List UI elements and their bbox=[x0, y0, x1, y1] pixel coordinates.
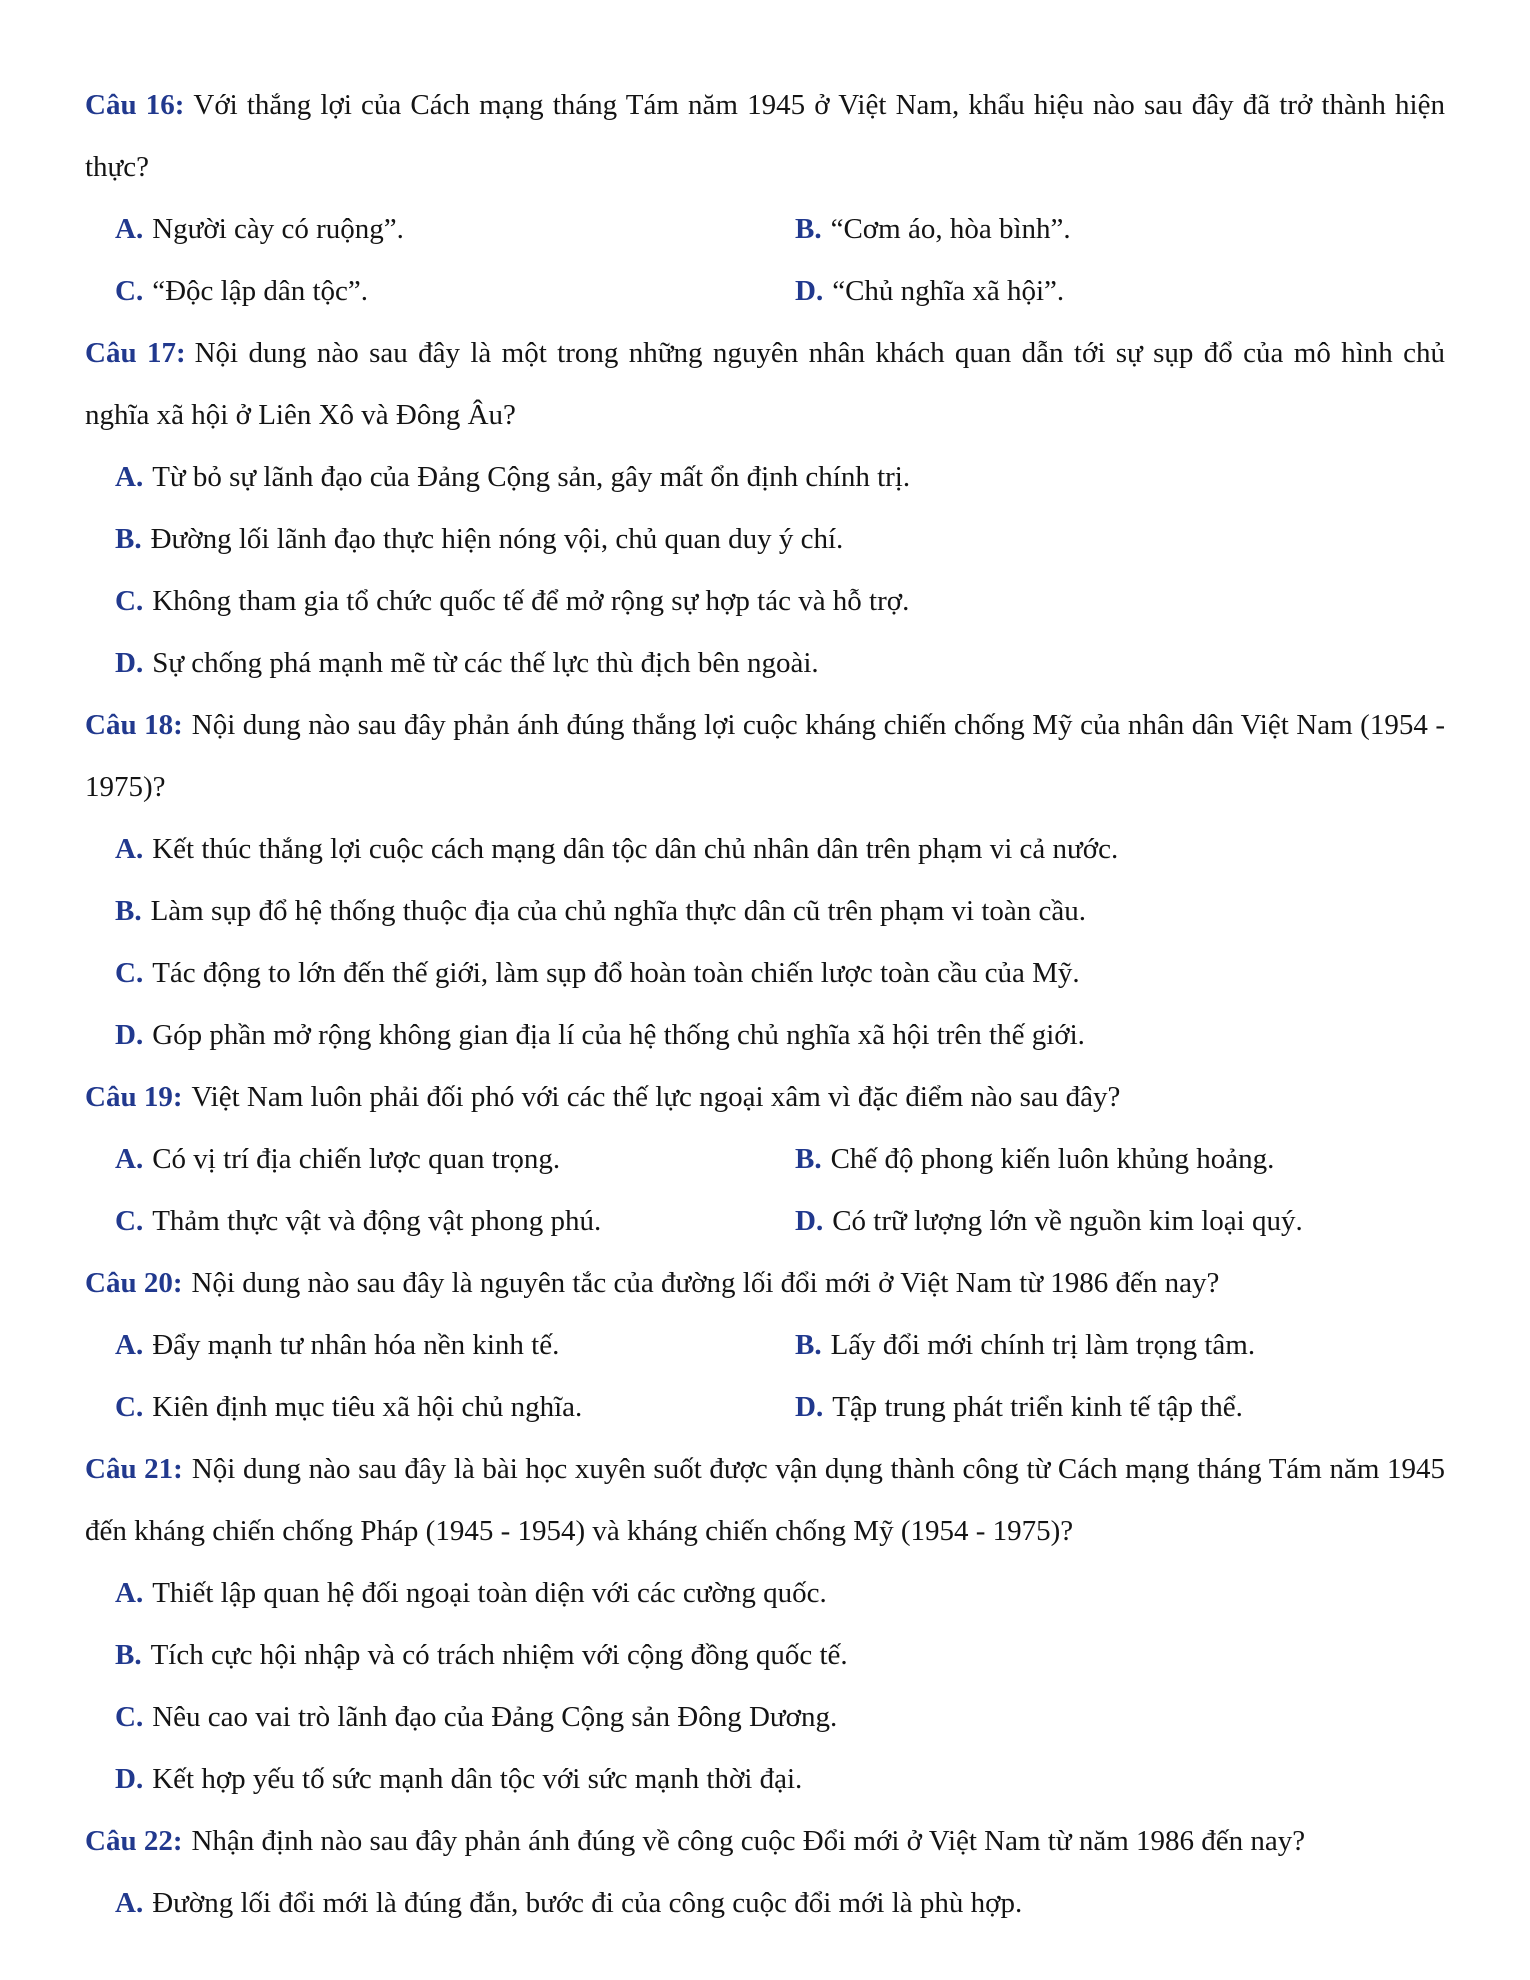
question-21-option-b bbox=[85, 1624, 1445, 1686]
question-18-option-d bbox=[85, 1004, 1445, 1066]
question-19 bbox=[85, 1066, 1445, 1252]
option-text: Kết thúc thắng lợi cuộc cách mạng dân tộc dân chủ nhân dân trên phạm vi cả nước. bbox=[152, 833, 1119, 865]
option-text: Chế độ phong kiến luôn khủng hoảng. bbox=[830, 1143, 1275, 1175]
question-16-option-d bbox=[765, 260, 1445, 322]
question-21-options bbox=[85, 1562, 1445, 1810]
question-21-option-d bbox=[85, 1748, 1445, 1810]
question-16 bbox=[85, 74, 1445, 322]
question-16-text bbox=[85, 74, 1445, 198]
option-text: Thiết lập quan hệ đối ngoại toàn diện với các cường quốc. bbox=[152, 1577, 827, 1609]
question-17-option-a bbox=[85, 446, 1445, 508]
question-20-option-d bbox=[765, 1376, 1445, 1438]
question-17-options bbox=[85, 446, 1445, 694]
question-21-label: Câu 21: bbox=[85, 1453, 183, 1485]
question-22-label: Câu 22: bbox=[85, 1825, 183, 1857]
option-text: Làm sụp đổ hệ thống thuộc địa của chủ nghĩa thực dân cũ trên phạm vi toàn cầu. bbox=[150, 895, 1086, 927]
question-18 bbox=[85, 694, 1445, 1066]
option-letter: D. bbox=[115, 647, 144, 679]
option-text: Người cày có ruộng”. bbox=[152, 213, 404, 245]
option-letter: B. bbox=[115, 523, 142, 555]
question-16-options bbox=[85, 198, 1445, 322]
question-16-option-c bbox=[85, 260, 765, 322]
option-text: Sự chống phá mạnh mẽ từ các thế lực thù địch bên ngoài. bbox=[152, 647, 819, 679]
option-text: Tác động to lớn đến thế giới, làm sụp đổ hoàn toàn chiến lược toàn cầu của Mỹ. bbox=[152, 957, 1080, 989]
question-22-text bbox=[85, 1810, 1445, 1872]
option-letter: C. bbox=[115, 1205, 144, 1237]
question-22 bbox=[85, 1810, 1445, 1934]
option-letter: D. bbox=[115, 1763, 144, 1795]
option-letter: D. bbox=[795, 275, 824, 307]
question-20-body: Nội dung nào sau đây là nguyên tắc của đường lối đổi mới ở Việt Nam từ 1986 đến nay? bbox=[191, 1267, 1220, 1299]
question-17-label: Câu 17: bbox=[85, 337, 186, 369]
option-letter: D. bbox=[115, 1019, 144, 1051]
question-19-text bbox=[85, 1066, 1445, 1128]
question-20-options bbox=[85, 1314, 1445, 1438]
option-letter: A. bbox=[115, 213, 144, 245]
option-text: Có trữ lượng lớn về nguồn kim loại quý. bbox=[832, 1205, 1303, 1237]
question-21-text bbox=[85, 1438, 1445, 1562]
option-letter: B. bbox=[795, 1329, 822, 1361]
option-letter: D. bbox=[795, 1205, 824, 1237]
option-text: “Cơm áo, hòa bình”. bbox=[830, 213, 1071, 245]
option-text: Thảm thực vật và động vật phong phú. bbox=[152, 1205, 602, 1237]
option-text: Đẩy mạnh tư nhân hóa nền kinh tế. bbox=[152, 1329, 560, 1361]
option-letter: A. bbox=[115, 1577, 144, 1609]
option-letter: B. bbox=[795, 1143, 822, 1175]
question-22-options bbox=[85, 1872, 1445, 1934]
question-19-option-b bbox=[765, 1128, 1445, 1190]
option-letter: A. bbox=[115, 1143, 144, 1175]
question-20 bbox=[85, 1252, 1445, 1438]
option-letter: C. bbox=[115, 1701, 144, 1733]
question-16-option-a bbox=[85, 198, 765, 260]
question-21 bbox=[85, 1438, 1445, 1810]
question-20-label: Câu 20: bbox=[85, 1267, 183, 1299]
option-letter: C. bbox=[115, 275, 144, 307]
option-text: Đường lối lãnh đạo thực hiện nóng vội, chủ quan duy ý chí. bbox=[150, 523, 844, 555]
question-18-options bbox=[85, 818, 1445, 1066]
question-19-options bbox=[85, 1128, 1445, 1252]
option-text: Từ bỏ sự lãnh đạo của Đảng Cộng sản, gây mất ổn định chính trị. bbox=[152, 461, 911, 493]
question-22-body: Nhận định nào sau đây phản ánh đúng về công cuộc Đổi mới ở Việt Nam từ năm 1986 đến nay? bbox=[191, 1825, 1306, 1857]
option-text: Tập trung phát triển kinh tế tập thể. bbox=[832, 1391, 1243, 1423]
option-text: Kết hợp yếu tố sức mạnh dân tộc với sức mạnh thời đại. bbox=[152, 1763, 803, 1795]
option-letter: B. bbox=[115, 895, 142, 927]
option-text: Góp phần mở rộng không gian địa lí của hệ thống chủ nghĩa xã hội trên thế giới. bbox=[152, 1019, 1085, 1051]
option-text: Đường lối đổi mới là đúng đắn, bước đi của công cuộc đổi mới là phù hợp. bbox=[152, 1887, 1023, 1919]
option-letter: C. bbox=[115, 1391, 144, 1423]
question-17-option-d bbox=[85, 632, 1445, 694]
question-17-body: Nội dung nào sau đây là một trong những nguyên nhân khách quan dẫn tới sự sụp đổ của mô hình chủ nghĩa xã hội ở Liên Xô và Đông Âu? bbox=[85, 337, 1445, 431]
question-18-text bbox=[85, 694, 1445, 818]
option-letter: A. bbox=[115, 833, 144, 865]
option-text: “Độc lập dân tộc”. bbox=[152, 275, 368, 307]
option-letter: B. bbox=[795, 213, 822, 245]
question-16-option-b bbox=[765, 198, 1445, 260]
option-text: Kiên định mục tiêu xã hội chủ nghĩa. bbox=[152, 1391, 583, 1423]
question-17 bbox=[85, 322, 1445, 694]
question-21-option-a bbox=[85, 1562, 1445, 1624]
question-20-option-b bbox=[765, 1314, 1445, 1376]
option-text: Lấy đổi mới chính trị làm trọng tâm. bbox=[830, 1329, 1256, 1361]
option-text: Có vị trí địa chiến lược quan trọng. bbox=[152, 1143, 561, 1175]
option-letter: C. bbox=[115, 957, 144, 989]
question-19-body: Việt Nam luôn phải đối phó với các thế lực ngoại xâm vì đặc điểm nào sau đây? bbox=[191, 1081, 1121, 1113]
question-18-label: Câu 18: bbox=[85, 709, 183, 741]
question-20-text bbox=[85, 1252, 1445, 1314]
question-19-label: Câu 19: bbox=[85, 1081, 183, 1113]
question-17-text bbox=[85, 322, 1445, 446]
question-22-option-a bbox=[85, 1872, 1445, 1934]
option-text: Tích cực hội nhập và có trách nhiệm với cộng đồng quốc tế. bbox=[150, 1639, 848, 1671]
option-letter: B. bbox=[115, 1639, 142, 1671]
option-letter: A. bbox=[115, 1329, 144, 1361]
option-letter: C. bbox=[115, 585, 144, 617]
question-20-option-c bbox=[85, 1376, 765, 1438]
question-21-option-c bbox=[85, 1686, 1445, 1748]
question-21-body: Nội dung nào sau đây là bài học xuyên suốt được vận dụng thành công từ Cách mạng tháng Tám năm 1945 đến kháng chiến chống Pháp (1945 - 1954) và kháng chiến chống Mỹ (1954 - 1975)? bbox=[85, 1453, 1445, 1547]
question-18-option-a bbox=[85, 818, 1445, 880]
question-19-option-c bbox=[85, 1190, 765, 1252]
question-16-label: Câu 16: bbox=[85, 89, 185, 121]
question-19-option-d bbox=[765, 1190, 1445, 1252]
question-16-body: Với thắng lợi của Cách mạng tháng Tám năm 1945 ở Việt Nam, khẩu hiệu nào sau đây đã trở thành hiện thực? bbox=[85, 89, 1445, 183]
option-text: Không tham gia tổ chức quốc tế để mở rộng sự hợp tác và hỗ trợ. bbox=[152, 585, 910, 617]
option-text: Nêu cao vai trò lãnh đạo của Đảng Cộng sản Đông Dương. bbox=[152, 1701, 838, 1733]
option-text: “Chủ nghĩa xã hội”. bbox=[832, 275, 1065, 307]
option-letter: A. bbox=[115, 461, 144, 493]
option-letter: A. bbox=[115, 1887, 144, 1919]
question-19-option-a bbox=[85, 1128, 765, 1190]
question-18-option-c bbox=[85, 942, 1445, 1004]
question-18-body: Nội dung nào sau đây phản ánh đúng thắng lợi cuộc kháng chiến chống Mỹ của nhân dân Việt Nam (1954 - 1975)? bbox=[85, 709, 1445, 803]
question-20-option-a bbox=[85, 1314, 765, 1376]
question-17-option-b bbox=[85, 508, 1445, 570]
question-17-option-c bbox=[85, 570, 1445, 632]
option-letter: D. bbox=[795, 1391, 824, 1423]
question-18-option-b bbox=[85, 880, 1445, 942]
